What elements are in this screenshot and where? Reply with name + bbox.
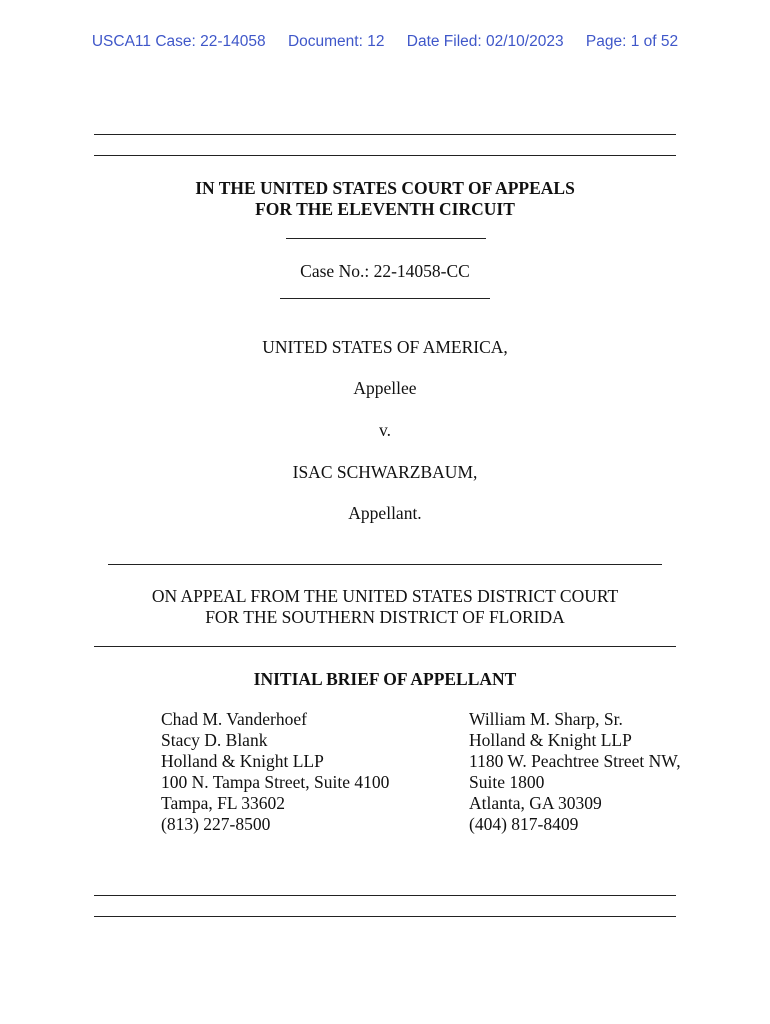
counsel-block-left (161, 709, 389, 835)
ecf-date-filed: Date Filed: 02/10/2023 (406, 33, 564, 50)
appeal-from-line2: FOR THE SOUTHERN DISTRICT OF FLORIDA (205, 607, 565, 627)
ecf-document-number: Document: 12 (287, 33, 385, 50)
counsel-left-line: 100 N. Tampa Street, Suite 4100 (161, 772, 390, 792)
appellee-name: UNITED STATES OF AMERICA, (262, 337, 508, 357)
brief-title: INITIAL BRIEF OF APPELLANT (253, 669, 517, 689)
counsel-left-line: Stacy D. Blank (161, 730, 268, 750)
appellant-role: Appellant. (348, 503, 422, 523)
versus: v. (379, 420, 391, 440)
ecf-page-count: Page: 1 of 52 (585, 33, 679, 50)
counsel-left-line: Holland & Knight LLP (161, 751, 324, 771)
appeal-from-line1: ON APPEAL FROM THE UNITED STATES DISTRICT COURT (151, 586, 619, 606)
counsel-right-line: Holland & Knight LLP (469, 730, 632, 750)
counsel-left-line: Chad M. Vanderhoef (161, 709, 307, 729)
counsel-right-line: 1180 W. Peachtree Street NW, (469, 751, 681, 771)
court-name-line1: IN THE UNITED STATES COURT OF APPEALS (195, 178, 575, 198)
short-rule-1 (286, 238, 486, 239)
counsel-right-line: (404) 817-8409 (469, 814, 579, 834)
ecf-case-number: USCA11 Case: 22-14058 (91, 33, 266, 50)
counsel-block-right (469, 709, 681, 835)
counsel-right-line: William M. Sharp, Sr. (469, 709, 623, 729)
appellee-role: Appellee (353, 378, 417, 398)
counsel-right-line: Suite 1800 (469, 772, 545, 792)
top-rule-2 (94, 155, 676, 156)
court-name-line2: FOR THE ELEVENTH CIRCUIT (255, 199, 515, 219)
counsel-left-line: (813) 227-8500 (161, 814, 271, 834)
mid-rule (108, 564, 662, 565)
top-rule-1 (94, 134, 676, 135)
counsel-right-line: Atlanta, GA 30309 (469, 793, 602, 813)
bottom-rule-1 (94, 895, 676, 896)
case-number: Case No.: 22-14058-CC (300, 261, 470, 281)
bottom-rule-2 (94, 916, 676, 917)
appeal-rule (94, 646, 676, 647)
counsel-left-line: Tampa, FL 33602 (161, 793, 286, 813)
appellant-name: ISAC SCHWARZBAUM, (292, 462, 478, 482)
ecf-filing-header (0, 33, 770, 51)
short-rule-2 (280, 298, 490, 299)
